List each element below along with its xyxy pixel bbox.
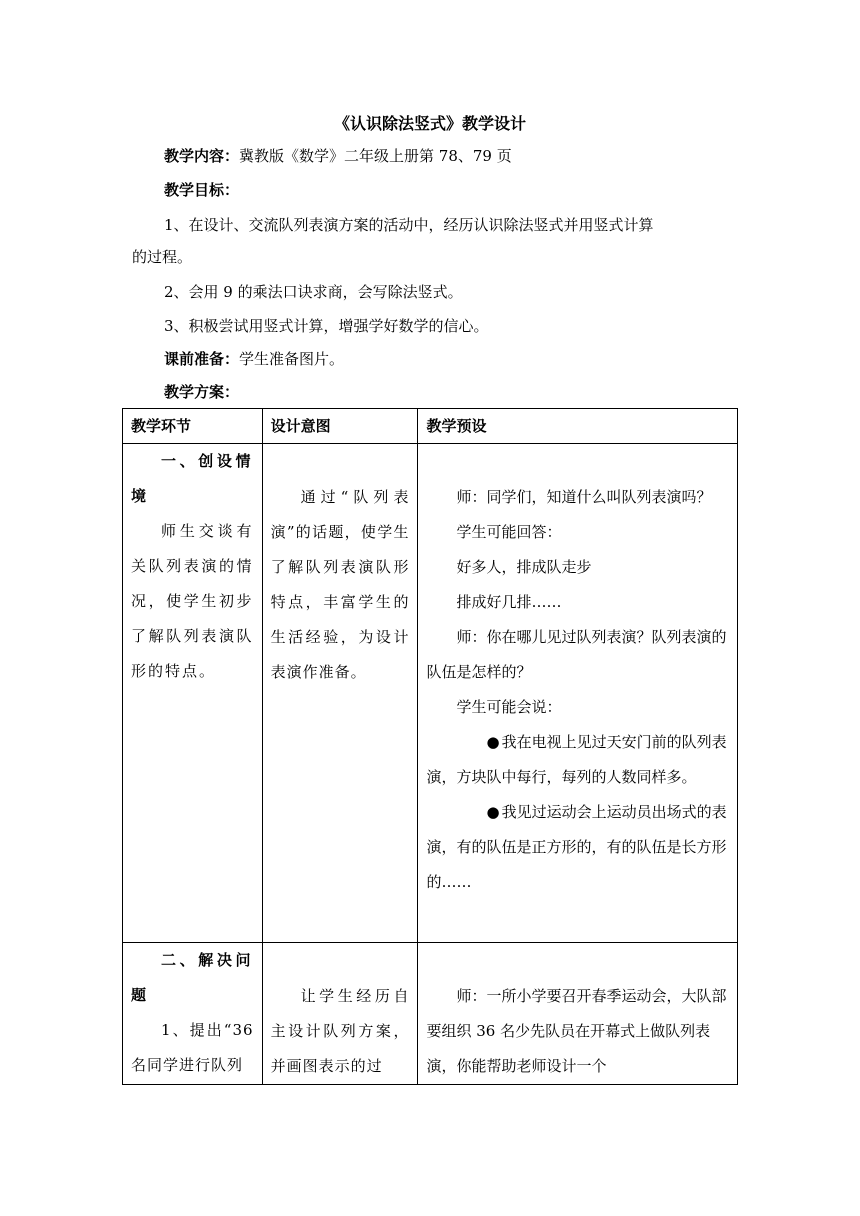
teaching-content-line [132,144,784,168]
header-stage: 教学环节 [123,409,263,444]
teaching-plan-table [122,408,738,1085]
row1-preset-cell [418,444,738,943]
row1-stage-title: 一、创设情境 [131,452,254,505]
bullet-icon: ● [486,803,500,821]
preparation-text: 学生准备图片。 [239,350,345,368]
row2-stage-title: 二、解决问题 [131,951,254,1004]
row1-intent: 通过“队列表演”的话题，使学生了解队列表演队形特点，丰富学生的生活经验，为设计表演作准备。 [270,488,410,681]
teaching-plan-label: 教学方案： [164,383,240,401]
preparation-label: 课前准备： [164,350,240,368]
goal-1-line-1: 1、在设计、交流队列表演方案的活动中，经历认识除法竖式并用竖式计算 [164,216,654,234]
header-preset: 教学预设 [418,409,738,444]
goal-2: 2、会用 9 的乘法口诀求商，会写除法竖式。 [164,283,463,301]
goal-3: 3、积极尝试用竖式计算，增强学好数学的信心。 [164,317,489,335]
row1-preset-6: 学生可能会说： [456,698,562,716]
preparation-line [132,347,784,371]
row1-stage-cell [123,444,263,943]
row1-preset-3: 好多人，排成队走步 [456,558,592,576]
row1-stage-desc: 师生交谈有关队列表演的情况，使学生初步了解队列表演队形的特点。 [131,522,254,680]
teaching-content-label: 教学内容： [164,147,240,165]
document-title: 《认识除法竖式》教学设计 [333,114,526,133]
row2-stage-desc: 1、提出“36名同学进行队列 [131,1021,254,1074]
teaching-content-text: 冀教版《数学》二年级上册第 78、79 页 [239,147,512,165]
row2-stage-cell [123,943,263,1085]
goal-1-line-2: 的过程。 [132,248,193,266]
row1-preset-8: ● 我见过运动会上运动员出场式的表演，有的队伍是正方形的，有的队伍是长方形的…… [426,795,729,900]
row2-preset-cell [418,943,738,1085]
teaching-goals-label: 教学目标： [164,181,240,199]
bullet-icon: ● [486,733,500,751]
row2-intent: 让学生经历自主设计队列方案，并画图表示的过 [270,987,410,1075]
row1-intent-cell [262,444,418,943]
row2-preset: 师：一所小学要召开春季运动会，大队部要组织 36 名少先队员在开幕式上做队列表演，你能帮助老师设计一个 [426,987,727,1075]
row1-preset-2: 学生可能回答： [456,523,562,541]
row1-preset-1: 师：同学们，知道什么叫队列表演吗？ [456,488,712,506]
row2-intent-cell [262,943,418,1085]
row1-preset-4: 排成好几排…… [456,593,562,611]
table-header-row [123,409,738,444]
row1-preset-5: 师：你在哪儿见过队列表演？队列表演的队伍是怎样的？ [426,628,727,681]
table-row [123,943,738,1085]
table-row [123,444,738,943]
header-intent: 设计意图 [262,409,418,444]
row1-preset-7: ● 我在电视上见过天安门前的队列表演，方块队中每行，每列的人数同样多。 [426,725,729,795]
